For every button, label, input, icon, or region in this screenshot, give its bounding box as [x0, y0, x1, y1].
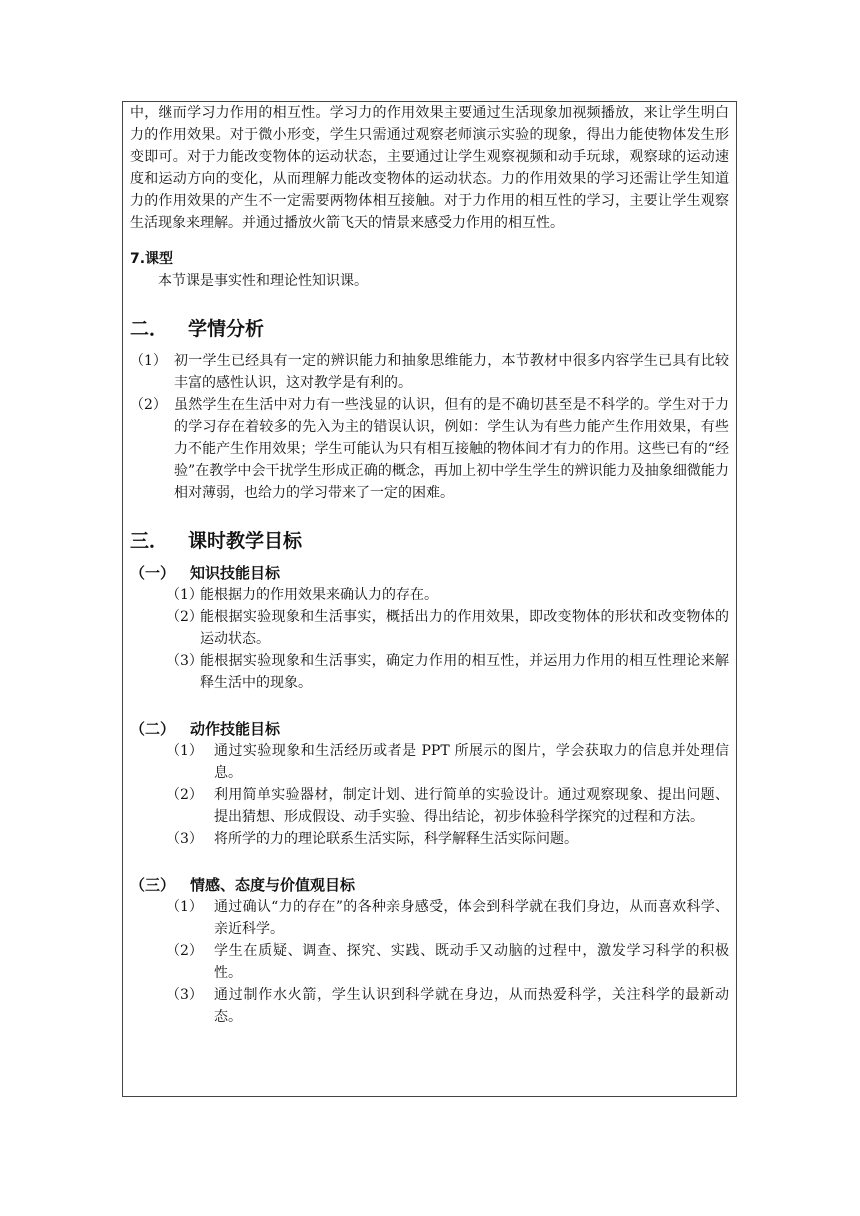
- subsection-title: 动作技能目标: [190, 720, 281, 738]
- list-item: [130, 394, 729, 504]
- list-text: 能根据实验现象和生活事实，确定力作用的相互性，并运用力作用的相互性理论来解释生活中的现象。: [200, 653, 729, 691]
- list-marker: （1）: [130, 353, 167, 369]
- section-title: 课时教学目标: [188, 530, 303, 552]
- list-text: 通过确认“力的存在”的各种亲身感受，体会到科学就在我们身边，从而喜欢科学、亲近科学。: [214, 899, 729, 937]
- section-heading-learner-analysis: [130, 316, 729, 342]
- spacer: [130, 694, 729, 712]
- document-body: [130, 102, 729, 1028]
- list-item: [130, 606, 729, 650]
- list-text: 利用简单实验器材，制定计划、进行简单的实验设计。通过观察现象、提出问题、提出猜想、形成假设、动手实验、得出结论，初步体验科学探究的过程和方法。: [214, 787, 729, 825]
- subsection-title: 知识技能目标: [190, 564, 281, 582]
- list-text: 能根据实验现象和生活事实，概括出力的作用效果，即改变物体的形状和改变物体的运动状态。: [200, 609, 729, 647]
- list-marker: （2）: [166, 787, 203, 803]
- subsection-number: （一）: [130, 564, 176, 582]
- list-item: [130, 740, 729, 784]
- subsection-heading-knowledge: [130, 562, 729, 584]
- list-text: 能根据力的作用效果来确认力的存在。: [200, 587, 438, 603]
- section-heading-teaching-goals: [130, 528, 729, 554]
- list-item: [130, 896, 729, 940]
- intro-paragraph: 中，继而学习力作用的相互性。学习力的作用效果主要通过生活现象加视频播放，来让学生明白力的作用效果。对于微小形变，学生只需通过观察老师演示实验的现象，得出力能使物体发生形变即可。对于力能改变物体的运动状态，主要通过让学生观察视频和动手玩球，观察球的运动速度和运动方向的变化，从而理解力能改变物体的运动状态。力的作用效果的学习还需让学生知道力的作用效果的产生不一定需要两物体相互接触。对于力作用的相互性的学习，主要让学生观察生活现象来理解。并通过播放火箭飞天的情景来感受力作用的相互性。: [130, 105, 729, 231]
- subsection-number: （二）: [130, 720, 176, 738]
- list-text: 通过制作水火箭，学生认识到科学就在身边，从而热爱科学，关注科学的最新动态。: [214, 987, 729, 1025]
- list-marker: （2）: [166, 943, 203, 959]
- list-item: [130, 828, 729, 850]
- subsection-title: 情感、态度与价值观目标: [190, 876, 356, 894]
- section-number: 三．: [130, 530, 169, 552]
- list-marker: （1）: [166, 587, 203, 603]
- list-marker: （3）: [166, 831, 203, 847]
- section-number: 二．: [130, 318, 169, 340]
- subsection-number: （三）: [130, 876, 176, 894]
- list-item: [130, 650, 729, 694]
- list-item: [130, 584, 729, 606]
- spacer: [130, 850, 729, 868]
- document-frame: [122, 101, 737, 1097]
- list-item: [130, 940, 729, 984]
- list-item: [130, 350, 729, 394]
- lesson-type-text: 本节课是事实性和理论性知识课。: [158, 273, 368, 289]
- list-marker: （2）: [130, 397, 167, 413]
- list-text: 虽然学生在生活中对力有一些浅显的认识，但有的是不确切甚至是不科学的。学生对于力的学习存在着较多的先入为主的错误认识，例如：学生认为有些力能产生作用效果，有些力不能产生作用效果；学生可能认为只有相互接触的物体间才有力的作用。这些已有的“经验”在教学中会干扰学生形成正确的概念，再加上初中学生学生的辨识能力及抽象细微能力相对薄弱，也给力的学习带来了一定的困难。: [174, 397, 729, 501]
- list-marker: （2）: [166, 609, 203, 625]
- list-marker: （3）: [166, 653, 203, 669]
- list-text: 学生在质疑、调查、探究、实践、既动手又动脑的过程中，激发学习科学的积极性。: [214, 943, 729, 981]
- list-marker: （1）: [166, 743, 203, 759]
- list-marker: （3）: [166, 987, 203, 1003]
- list-marker: （1）: [166, 899, 203, 915]
- lesson-type-heading: 7.课型: [130, 251, 174, 267]
- subsection-heading-attitude-values: [130, 874, 729, 896]
- section-title: 学情分析: [188, 318, 265, 340]
- list-text: 初一学生已经具有一定的辨识能力和抽象思维能力，本节教材中很多内容学生已具有比较丰富的感性认识，这对教学是有利的。: [174, 353, 729, 391]
- list-item: [130, 984, 729, 1028]
- list-text: 将所学的力的理论联系生活实际，科学解释生活实际问题。: [214, 831, 578, 847]
- subsection-heading-motor-skills: [130, 718, 729, 740]
- list-text: 通过实验现象和生活经历或者是 PPT 所展示的图片，学会获取力的信息并处理信息。: [214, 743, 729, 781]
- list-item: [130, 784, 729, 828]
